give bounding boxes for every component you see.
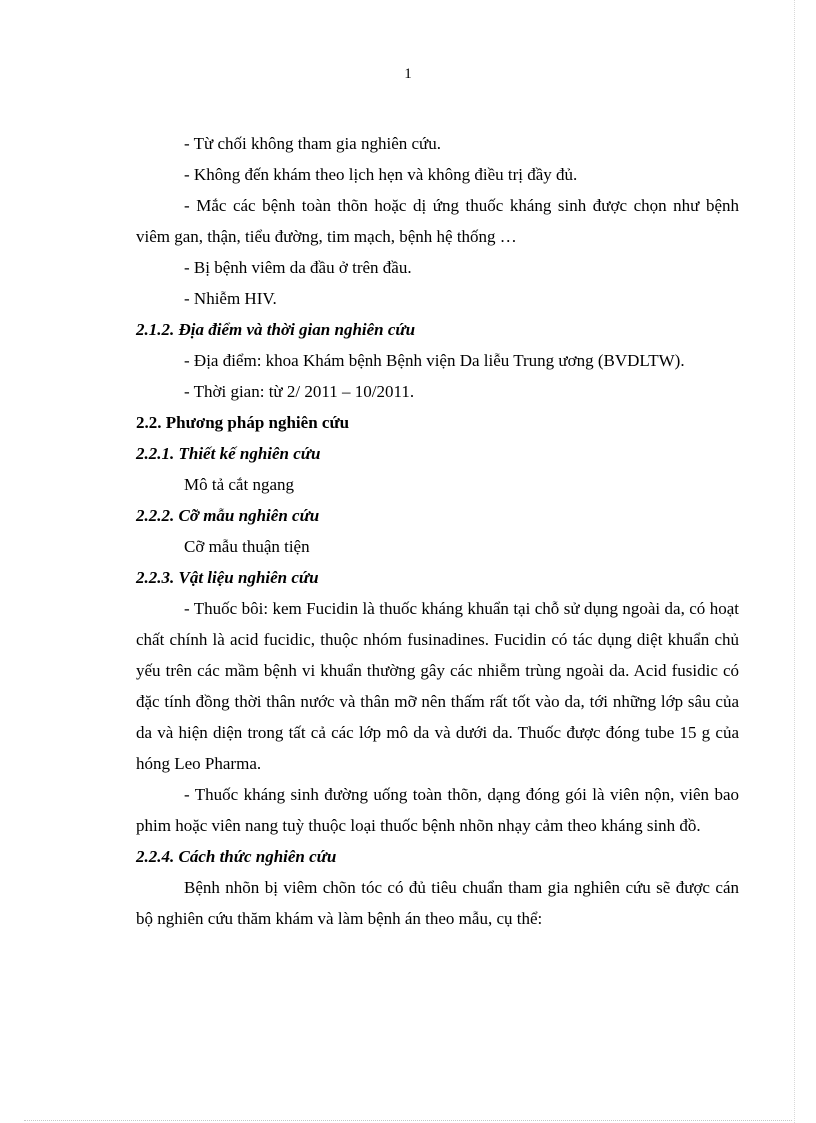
sample-size-paragraph: Cỡ mẫu thuận tiện [184, 537, 310, 556]
materials-oral-paragraph: - Thuốc kháng sinh đường uống toàn thõn, dạng đóng gói là viên nộn, viên bao phim hoặc viên nang tuỳ thuộc loại thuốc bệnh nhõn nhạy cảm theo kháng sinh đồ. [136, 785, 739, 835]
location-paragraph: - Địa điểm: khoa Khám bệnh Bệnh viện Da liễu Trung ương (BVDLTW). [184, 351, 685, 370]
time-paragraph: - Thời gian: từ 2/ 2011 – 10/2011. [184, 382, 415, 401]
procedure-paragraph: Bệnh nhõn bị viêm chõn tóc có đủ tiêu chuẩn tham gia nghiên cứu sẽ được cán bộ nghiên cứu thăm khám và làm bệnh án theo mẫu, cụ thể: [136, 878, 739, 928]
section-heading-design: 2.2.1. Thiết kế nghiên cứu [136, 444, 321, 463]
exclusion-criterion-refuse: - Từ chối không tham gia nghiên cứu. [184, 134, 442, 153]
exclusion-criterion-systemic: - Mắc các bệnh toàn thõn hoặc dị ứng thuốc kháng sinh được chọn như bệnh viêm gan, thận, tiểu đường, tim mạch, bệnh hệ thống … [136, 196, 739, 246]
page-number: 1 [404, 66, 412, 82]
exclusion-criterion-followup: - Không đến khám theo lịch hẹn và không điều trị đầy đủ. [184, 165, 578, 184]
section-heading-methods: 2.2. Phương pháp nghiên cứu [136, 413, 350, 432]
materials-topical-paragraph: - Thuốc bôi: kem Fucidin là thuốc kháng khuẩn tại chỗ sử dụng ngoài da, có hoạt chất chính là acid fucidic, thuộc nhóm fusinadines. Fucidin có tác dụng diệt khuẩn chủ yếu trên các mầm bệnh vi khuẩn thường gây các nhiễm trùng ngoài da. Acid fusidic có đặc tính đồng thời thân nước và thân mỡ nên thấm rất tốt vào da, tới những lớp sâu của da và hiện diện trong tất cả các lớp mô da và dưới da. Thuốc được đóng tube 15 g của hóng Leo Pharma. [136, 599, 739, 773]
design-paragraph: Mô tả cắt ngang [184, 475, 294, 494]
section-heading-location-time: 2.1.2. Địa điểm và thời gian nghiên cứu [136, 320, 416, 339]
exclusion-criterion-seborrheic: - Bị bệnh viêm da đầu ở trên đầu. [184, 258, 412, 277]
document-body [136, 128, 739, 934]
section-heading-procedure: 2.2.4. Cách thức nghiên cứu [136, 847, 337, 866]
page-right-border [794, 0, 795, 1123]
section-heading-materials: 2.2.3. Vật liệu nghiên cứu [136, 568, 319, 587]
exclusion-criterion-hiv: - Nhiễm HIV. [184, 289, 277, 308]
section-heading-sample-size: 2.2.2. Cỡ mẫu nghiên cứu [136, 506, 320, 525]
page-bottom-border [24, 1120, 792, 1121]
